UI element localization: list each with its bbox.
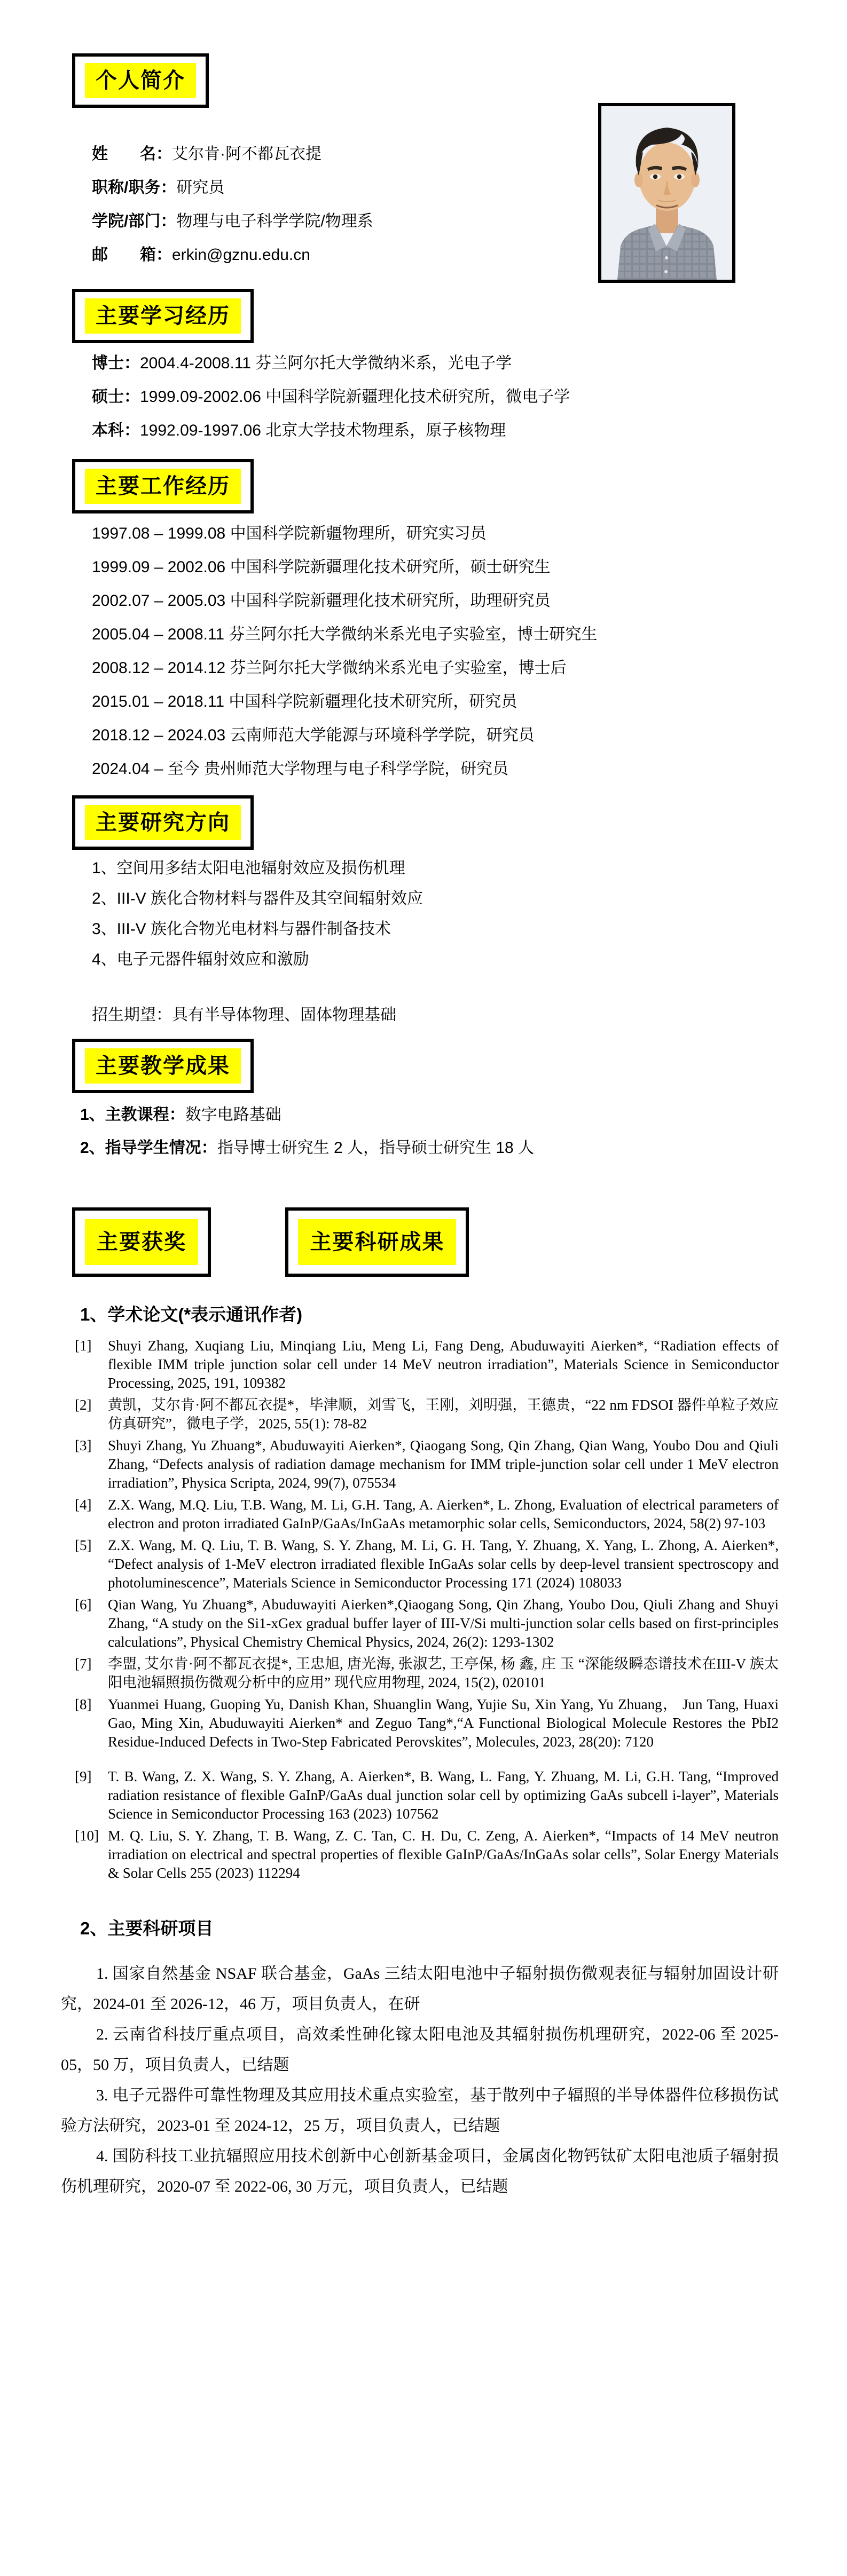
admission-expectation: 招生期望：具有半导体物理、固体物理基础: [92, 1006, 396, 1024]
section-title-achievements: 主要科研成果: [298, 1219, 456, 1265]
research-direction-item: 4、电子元器件辐射效应和激励: [92, 951, 309, 968]
research-direction-item: 1、空间用多结太阳电池辐射效应及损伤机理: [92, 859, 405, 877]
project-list: [61, 1958, 779, 2202]
paper-index: [8]: [75, 1696, 92, 1712]
teaching-item-text: 数字电路基础: [185, 1106, 281, 1124]
paper-index: [10]: [75, 1828, 99, 1844]
education-item-text: 1999.09-2002.06 中国科学院新疆理化技术研究所，微电子学: [140, 388, 570, 406]
paper-item: [75, 1655, 779, 1692]
name-label: 姓 名：: [92, 145, 172, 163]
projects-heading: 2、主要科研项目: [80, 1918, 214, 1938]
paper-citation: Shuyi Zhang, Yu Zhuang*, Abuduwayiti Aierken*, Qiaogang Song, Qin Zhang, Qian Wang, Youbo Dou and Qiuli Zhang, “Defects analysis of radiation damage mechanism for IMM triple-junction solar cell under 1 MeV electron irradiation”, Physica Scripta, 2024, 99(7), 075534: [108, 1437, 779, 1491]
research-direction-item: 3、III-V 族化合物光电材料与器件制备技术: [92, 920, 391, 938]
paper-index: [3]: [75, 1437, 92, 1453]
education-item-text: 2004.4-2008.11 芬兰阿尔托大学微纳米系，光电子学: [140, 354, 512, 372]
work-item: 1997.08 – 1999.08 中国科学院新疆物理所，研究实习员: [92, 525, 487, 542]
project-item: 2. 云南省科技厅重点项目，高效柔性砷化镓太阳电池及其辐射损伤机理研究，2022-06 至 2025-05，50 万，项目负责人，已结题: [61, 2026, 779, 2074]
paper-item: [75, 1337, 779, 1393]
paper-citation: M. Q. Liu, S. Y. Zhang, T. B. Wang, Z. C. Tan, C. H. Du, C. Zeng, A. Aierken*, “Impacts of 14 MeV neutron irradiation on electrical and spectral properties of flexible GaInP/GaAs/InGaAs solar cells”, Solar Energy Materials & Solar Cells 255 (2023) 112294: [108, 1828, 779, 1881]
paper-item: [75, 1695, 779, 1751]
project-item: 3. 电子元器件可靠性物理及其应用技术重点实验室，基于散列中子辐照的半导体器件位移损伤试验方法研究，2023-01 至 2024-12，25 万，项目负责人，已结题: [61, 2087, 779, 2135]
section-title-awards: 主要获奖: [85, 1219, 198, 1265]
work-item: 2018.12 – 2024.03 云南师范大学能源与环境科学学院，研究员: [92, 726, 535, 744]
email-label: 邮 箱：: [92, 246, 172, 264]
name-value: 艾尔肯·阿不都瓦衣提: [172, 145, 321, 163]
teaching-item-courses: [80, 1099, 847, 1132]
paper-item: [75, 1496, 779, 1533]
section-title-teaching: 主要教学成果: [85, 1048, 241, 1084]
work-item: 2002.07 – 2005.03 中国科学院新疆理化技术研究所，助理研究员: [92, 592, 551, 610]
work-item: 2015.01 – 2018.11 中国科学院新疆理化技术研究所，研究员: [92, 693, 517, 710]
section-title-work: 主要工作经历: [85, 469, 241, 504]
department-label: 学院/部门：: [92, 212, 177, 230]
paper-citation: T. B. Wang, Z. X. Wang, S. Y. Zhang, A. Aierken*, B. Wang, L. Fang, Y. Zhuang, M. Li, G.H. Tang, “Improved radiation resistance of flexible GaInP/GaAs dual junction solar cell by optimizing GaAs subcell i-layer”, Materials Science in Semiconductor Processing 163 (2023) 107562: [108, 1768, 779, 1822]
education-item-master: [92, 380, 847, 414]
paper-index: [2]: [75, 1397, 92, 1413]
education-list: [92, 346, 847, 447]
section-title-education: 主要学习经历: [85, 298, 241, 334]
email-value: erkin@gznu.edu.cn: [172, 246, 310, 264]
paper-index: [4]: [75, 1497, 92, 1513]
paper-index: [9]: [75, 1768, 92, 1784]
paper-item: [75, 1827, 779, 1883]
paper-citation: 黄凯，艾尔肯·阿不都瓦衣提*，毕津顺，刘雪飞，王刚，刘明强，王德贵，“22 nm FDSOI 器件单粒子效应仿真研究”，微电子学，2025, 55(1): 78-82: [108, 1397, 779, 1432]
work-item: 2008.12 – 2014.12 芬兰阿尔托大学微纳米系光电子实验室，博士后: [92, 659, 567, 677]
paper-citation: Z.X. Wang, M. Q. Liu, T. B. Wang, S. Y. Zhang, M. Li, G. H. Tang, Y. Zhuang, X. Yang, L. Zhong, A. Aierken*, “Defect analysis of 1-MeV electron irradiated flexible InGaAs solar cells by deep-level transient spectroscopy and photoluminescence”, Materials Science in Semiconductor Processing 171 (2024) 108033: [108, 1537, 779, 1591]
paper-item: [75, 1595, 779, 1652]
work-list: [92, 517, 847, 786]
project-item: 1. 国家自然基金 NSAF 联合基金，GaAs 三结太阳电池中子辐射损伤微观表征与辐射加固设计研究，2024-01 至 2026-12，46 万，项目负责人，在研: [61, 1965, 779, 2013]
paper-citation: 李盟, 艾尔肯·阿不都瓦衣提*, 王忠旭, 唐光海, 张淑艺, 王亭保, 杨 鑫, 庄 玉 “深能级瞬态谱技术在III-V 族太阳电池辐照损伤微观分析中的应用” 现代应用物理, 2024, 15(2), 020101: [108, 1656, 779, 1690]
paper-item: [75, 1396, 779, 1433]
department-value: 物理与电子科学学院/物理系: [176, 212, 373, 230]
section-header-awards: [72, 1207, 211, 1277]
paper-index: [1]: [75, 1338, 92, 1354]
project-item: 4. 国防科技工业抗辐照应用技术创新中心创新基金项目，金属卤化物钙钛矿太阳电池质子辐射损伤机理研究，2020-07 至 2022-06, 30 万元，项目负责人，已结题: [61, 2147, 779, 2195]
paper-index: [5]: [75, 1537, 92, 1553]
paper-item: [75, 1436, 779, 1492]
title-label: 职称/职务：: [92, 179, 177, 196]
paper-item: [75, 1536, 779, 1592]
teaching-item-label: 2、指导学生情况：: [80, 1139, 217, 1157]
paper-list: [75, 1337, 779, 1883]
work-item: 2024.04 – 至今 贵州师范大学物理与电子科学学院，研究员: [92, 760, 509, 778]
paper-citation: Shuyi Zhang, Xuqiang Liu, Minqiang Liu, Meng Li, Fang Deng, Abuduwayiti Aierken*, “Radiation effects of flexible IMM triple junction solar cell under 14 MeV neutron irradiation”, Materials Science in Semiconductor Processing, 2025, 191, 109382: [108, 1338, 779, 1391]
paper-index: [6]: [75, 1597, 92, 1613]
paper-citation: Yuanmei Huang, Guoping Yu, Danish Khan, Shuanglin Wang, Yujie Su, Xin Yang, Yu Zhuang， Jun Tang, Huaxi Gao, Ming Xin, Abuduwayiti Aierken* and Zeguo Tang*,“A Functional Biological Molecule Restores the PbI2 Residue-Induced Defects in Two-Step Fabricated Perovskites”, Molecules, 2023, 28(20): 7120: [108, 1696, 779, 1750]
section-header-research-directions: [72, 795, 254, 850]
papers-heading: 1、学术论文(*表示通讯作者): [80, 1305, 303, 1324]
profile-photo: [598, 103, 735, 283]
paper-citation: Z.X. Wang, M.Q. Liu, T.B. Wang, M. Li, G.H. Tang, A. Aierken*, L. Zhong, Evaluation of electrical parameters of electron and proton irradiated GaInP/GaAs/InGaAs metamorphic solar cells, Semiconductors, 2024, 58(2) 97-103: [108, 1497, 779, 1531]
section-header-achievements: [285, 1207, 469, 1277]
title-value: 研究员: [176, 179, 225, 196]
section-header-teaching: [72, 1039, 254, 1093]
education-degree-label: 博士：: [92, 354, 140, 372]
section-title-profile: 个人简介: [85, 63, 196, 98]
work-item: 1999.09 – 2002.06 中国科学院新疆理化技术研究所，硕士研究生: [92, 558, 551, 576]
teaching-item-students: [80, 1132, 847, 1165]
education-degree-label: 硕士：: [92, 388, 140, 406]
teaching-item-text: 指导博士研究生 2 人，指导硕士研究生 18 人: [217, 1139, 535, 1157]
portrait-illustration: [601, 106, 732, 280]
teaching-item-label: 1、主教课程：: [80, 1106, 185, 1124]
education-item-phd: [92, 346, 847, 380]
section-header-work: [72, 459, 254, 513]
work-item: 2005.04 – 2008.11 芬兰阿尔托大学微纳米系光电子实验室，博士研究生: [92, 626, 598, 643]
section-title-research-directions: 主要研究方向: [85, 805, 241, 840]
research-direction-item: 2、III-V 族化合物材料与器件及其空间辐射效应: [92, 890, 423, 907]
paper-item: [75, 1767, 779, 1823]
education-item-bachelor: [92, 414, 847, 447]
education-degree-label: 本科：: [92, 422, 140, 439]
research-direction-list: [92, 853, 847, 975]
section-header-profile: [72, 53, 209, 108]
teaching-list: [80, 1099, 847, 1165]
education-item-text: 1992.09-1997.06 北京大学技术物理系，原子核物理: [140, 422, 506, 439]
paper-index: [7]: [75, 1656, 92, 1672]
section-header-education: [72, 289, 254, 343]
paper-citation: Qian Wang, Yu Zhuang*, Abuduwayiti Aierken*,Qiaogang Song, Qin Zhang, Youbo Dou, Qiuli Zhang and Shuyi Zhang, “A study on the Si1-xGex gradual buffer layer of III-V/Si multi-junction solar cells based on first-principles calculations”, Physical Chemistry Chemical Physics, 2024, 26(2): 1293-1302: [108, 1597, 779, 1650]
